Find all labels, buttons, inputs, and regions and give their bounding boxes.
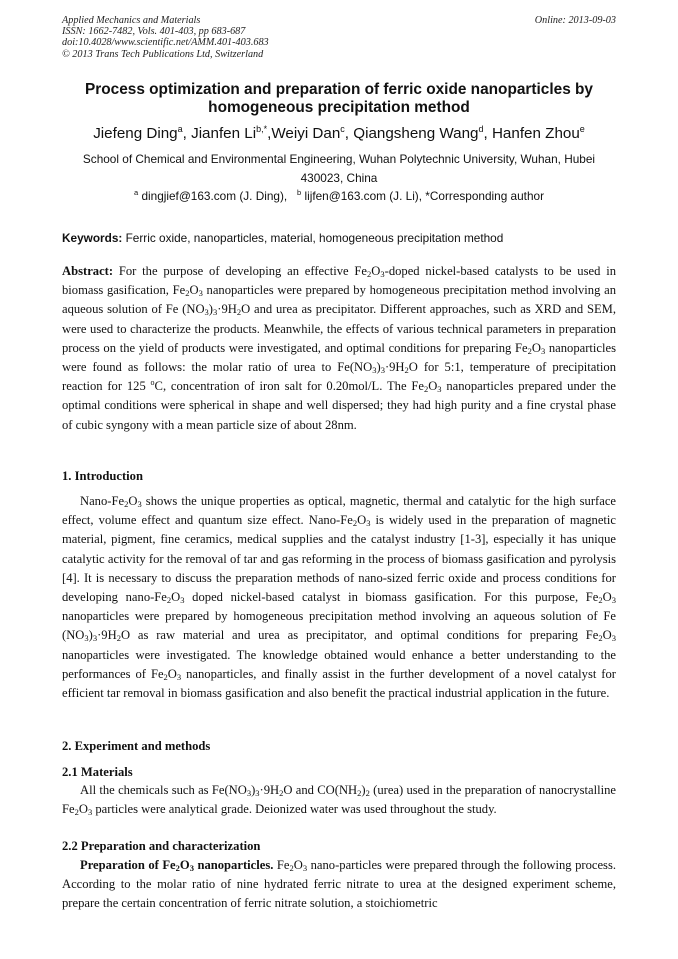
body-text: shows the unique properties as optical, magnetic, thermal and catalytic for the high surface effect, volume effect and quantum size effect. Nano-Fe xyxy=(62,494,616,528)
author-list: Jiefeng Ding$^a$, Jianfen $Li^{b,*},Weiyi$ Dan$^c$, Qiangsheng Wang$^d$, Hanfen Zhou$^e$ xyxy=(93,124,585,142)
subscript: 2 xyxy=(357,788,362,798)
body-text: doped nickel-based catalyst in biomass gasification. For this purpose, Fe xyxy=(184,590,599,605)
author-name: Jiefeng Ding xyxy=(93,125,178,142)
email-mark: b xyxy=(297,188,302,197)
subscript: 3 xyxy=(189,863,194,873)
subscript: 2 xyxy=(289,863,294,873)
subscript: 2 xyxy=(598,595,603,606)
abstract-text: nanoparticles prepared under the optimal conditions were spherical in shape and well dispersed; they had high purity and a fine crystal phase of cubic syngony with a mean particle size of about 28nm. xyxy=(62,379,617,432)
subscript: 3 xyxy=(198,288,203,299)
section-number: 2 xyxy=(62,739,69,753)
subscript: 2 xyxy=(404,365,409,376)
journal-name: Applied Mechanics and Materials xyxy=(62,15,201,26)
chem-symbol: O xyxy=(531,340,541,355)
body-text: nanoparticles were prepared by homogeneous precipitation method involving an aqueous solution of Fe (NO xyxy=(62,609,616,643)
chem-symbol: O xyxy=(293,858,303,872)
keywords-label: Keywords: xyxy=(62,231,123,245)
subscript: 2 xyxy=(175,863,180,873)
preparation-paragraph xyxy=(62,856,616,914)
subscript: 3 xyxy=(380,269,385,279)
subscript: 3 xyxy=(302,863,308,873)
subscript: 3 xyxy=(176,671,182,682)
issn-line: ISSN: 1662-7482, Vols. 401-403, pp 683-687 xyxy=(62,26,246,38)
online-date: Online: 2013-09-03 xyxy=(534,15,616,26)
author-name: Hanfen Zhou xyxy=(491,125,580,142)
affiliation-line: School of Chemical and Environmental Engineering, Wuhan Polytechnic University, Wuhan, Hubei xyxy=(82,152,596,166)
subscript: 2 xyxy=(163,671,168,682)
subscript: 3 xyxy=(380,365,385,376)
subscript: 3 xyxy=(92,633,98,644)
subscript: 3 xyxy=(137,499,142,509)
keywords xyxy=(62,230,616,246)
subscript: 3 xyxy=(204,307,209,318)
subscript: 2 xyxy=(423,384,429,395)
subscript: 2 xyxy=(124,499,129,509)
author-mark: c xyxy=(340,124,345,134)
author-mark: e xyxy=(579,124,585,134)
chem-symbol: ) xyxy=(376,360,381,375)
section-heading-experiment xyxy=(62,737,616,756)
subscript: 2 xyxy=(166,595,172,606)
chem-symbol: O xyxy=(602,590,612,605)
subscript: 2 xyxy=(367,269,372,279)
chem-symbol: O xyxy=(167,666,177,681)
section-title: . Experiment and methods xyxy=(68,739,211,753)
body-text: nano-particles were prepared through the following process. According to the molar ratio of nine hydrated ferric nitrate to urea at the designed experiment scheme, prepare the certain concentration of ferric nitrate solution, a stoichiometric xyxy=(62,858,616,911)
chem-symbol: O xyxy=(171,590,181,605)
subscript: 3 xyxy=(180,595,185,606)
subscript: 2 xyxy=(352,518,358,529)
subscript: 2 xyxy=(185,288,190,299)
body-text: ·9H xyxy=(259,783,280,797)
chem-symbol: O xyxy=(602,628,612,643)
abstract-text: -doped nickel-based catalysts to be used in biomass gasification, Fe xyxy=(62,264,616,298)
chem-symbol: ) xyxy=(251,783,256,797)
abstract-text: O and urea as precipitator. Different approaches, such as XRD and SEM, were used to characterize the products. Meanwhile, the effects of various technical parameters in preparation process on the yield of products were investigated, and optimal conditions for preparing Fe xyxy=(62,302,616,355)
author-name: Qiangsheng Wang xyxy=(353,125,479,142)
author-mark: b,* xyxy=(256,124,268,134)
subscript: 3 xyxy=(611,595,616,606)
chem-symbol: O xyxy=(428,379,438,394)
subscript: 2 xyxy=(598,633,603,644)
abstract-text: For the purpose of developing an effective Fe xyxy=(118,264,368,278)
abstract-text: C, concentration of iron salt for 0.20mol/L. The Fe xyxy=(154,379,424,394)
body-text: Fe xyxy=(273,858,290,872)
subscript: 3 xyxy=(540,345,546,356)
subsection-heading-preparation: 2.2 Preparation and characterization xyxy=(62,839,261,853)
materials-paragraph xyxy=(62,781,616,819)
subscript: 3 xyxy=(611,633,616,644)
subscript: 2 xyxy=(116,633,121,644)
subscript: 3 xyxy=(213,307,218,318)
subscript: 3 xyxy=(84,633,89,644)
subscript: 3 xyxy=(372,365,377,376)
subscript: 2 xyxy=(236,307,242,318)
affiliation xyxy=(62,150,616,188)
abstract-text: ·9H xyxy=(384,360,405,375)
abstract-text: ·9H xyxy=(217,302,237,317)
run-in-heading: Preparation of Fe xyxy=(80,858,176,872)
subscript: 3 xyxy=(87,807,93,818)
body-text: O and CO(NH xyxy=(283,783,358,797)
chem-symbol: ) xyxy=(88,628,93,643)
author-emails xyxy=(62,188,616,204)
introduction-paragraph xyxy=(62,492,616,703)
chem-symbol: O xyxy=(371,264,381,278)
body-text: (urea) used in the preparation of nanocrystalline Fe xyxy=(62,783,616,817)
author-name: Weiyi Dan xyxy=(271,125,341,142)
chem-symbol: O xyxy=(357,513,367,528)
subscript: 3 xyxy=(437,384,442,395)
abstract-label: Abstract: xyxy=(62,264,114,278)
email-text: lijfen@163.com (J. Li), *Corresponding author xyxy=(304,189,544,203)
abstract-text: O for 5:1, temperature of precipitation reaction for 125 xyxy=(62,360,616,394)
body-text: is widely used in the preparation of magnetic material, pigment, fine ceramics, medical supplies and the catalyst industry [1-3], especially it has unique catalytic activity for the removal of tar and gas reforming in the process of biomass gasification and pyrolysis [4]. It is necessary to discuss the preparation methods of nano-sized ferric oxide and process conditions for developing nano-Fe xyxy=(62,513,617,605)
email-mark: a xyxy=(134,188,139,197)
chem-symbol: ) xyxy=(208,302,213,317)
email-text: dingjief@163.com (J. Ding), xyxy=(141,189,288,203)
copyright-line: © 2013 Trans Tech Publications Ltd, Switzerland xyxy=(62,48,264,60)
paper-title: Process optimization and preparation of ferric oxide nanoparticles by homogeneous precipitation method xyxy=(84,81,593,116)
chem-symbol: O xyxy=(128,494,138,508)
abstract-text: nanoparticles were found as follows: the molar ratio of urea to Fe(NO xyxy=(62,340,616,375)
abstract-text: nanoparticles were prepared by homogeneous precipitation method involving an aqueous solution of Fe (NO xyxy=(62,283,616,317)
subscript: 3 xyxy=(255,788,260,798)
abstract xyxy=(62,262,616,435)
subscript: 2 xyxy=(74,807,79,818)
chem-symbol: O xyxy=(189,283,199,298)
body-text: Nano-Fe xyxy=(80,494,125,508)
keywords-text: Ferric oxide, nanoparticles, material, homogeneous precipitation method xyxy=(125,231,504,245)
author-name: Jianfen Li xyxy=(191,125,257,142)
body-text: O as raw material and urea as precipitator, and optimal conditions for preparing Fe xyxy=(120,628,599,643)
author-mark: d xyxy=(478,124,484,134)
subscript: 2 xyxy=(365,788,370,798)
journal-header xyxy=(62,15,616,60)
chem-symbol: O xyxy=(179,858,190,872)
subscript: 3 xyxy=(366,518,371,529)
subsection-heading-materials: 2.1 Materials xyxy=(62,765,133,779)
section-heading-introduction: 1. Introduction xyxy=(62,469,143,483)
chem-symbol: O xyxy=(78,802,88,817)
run-in-heading: nanoparticles. xyxy=(193,858,274,872)
degree-mark: o xyxy=(150,378,155,388)
doi-line: doi:10.4028/www.scientific.net/AMM.401-403.683 xyxy=(62,37,269,49)
subscript: 2 xyxy=(279,788,284,798)
author-mark: a xyxy=(177,124,183,134)
subscript: 3 xyxy=(246,788,252,798)
affiliation-line: 430023, China xyxy=(300,171,378,185)
body-text: ·9H xyxy=(97,628,117,643)
subscript: 2 xyxy=(527,345,532,356)
body-text: nanoparticles, and finally assist in the further development of a novel catalyst for efficient tar removal in biomass gasification and also benefit the practical industrial application in the future. xyxy=(62,666,616,701)
body-text: All the chemicals such as Fe(NO xyxy=(80,783,247,797)
body-text: particles were analytical grade. Deionized water was used throughout the study. xyxy=(92,802,497,817)
body-text: nanoparticles were investigated. The knowledge obtained would enhance a better understanding to the performances of Fe xyxy=(62,647,616,681)
chem-symbol: ) xyxy=(361,783,366,797)
